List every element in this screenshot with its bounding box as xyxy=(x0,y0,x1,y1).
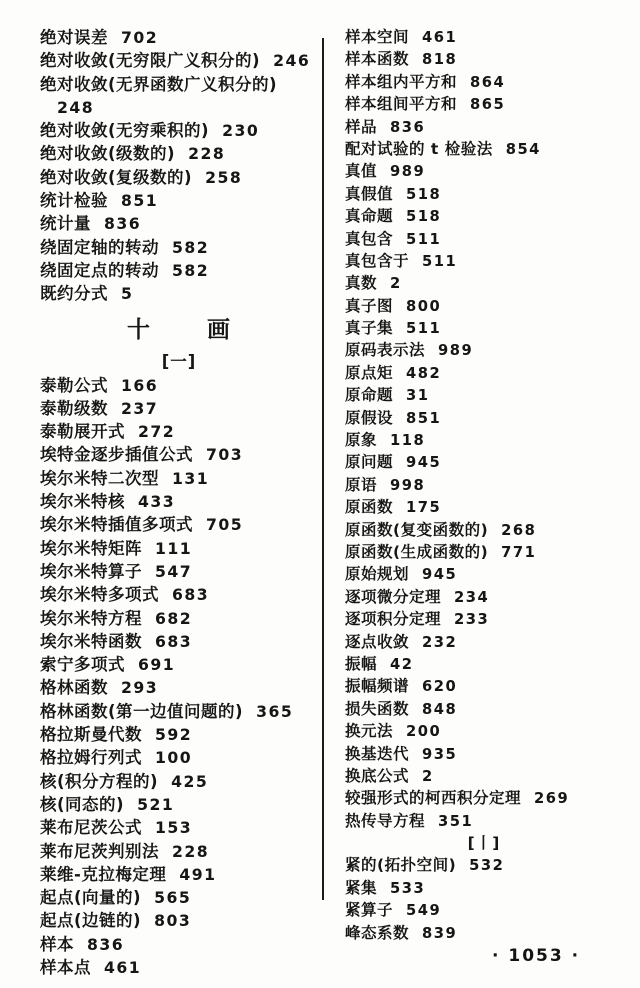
entry-page-number: 42 xyxy=(390,655,414,673)
index-entry xyxy=(40,560,318,583)
index-entry xyxy=(40,863,318,886)
entry-page-number: 166 xyxy=(121,375,159,395)
entry-page-number: 511 xyxy=(406,230,442,248)
index-entry xyxy=(40,933,318,956)
entry-page-number: 547 xyxy=(155,561,193,581)
index-entry xyxy=(345,26,623,48)
entry-term: 绝对收敛(无界函数广义积分的) xyxy=(40,74,278,94)
entry-term: 绝对误差 xyxy=(40,28,108,47)
entry-page-number: 5 xyxy=(121,284,134,304)
radical-subsection-header: [一] xyxy=(161,351,197,371)
index-entry xyxy=(40,816,318,839)
entry-term: 逐项微分定理 xyxy=(345,587,442,606)
index-entry xyxy=(40,840,318,863)
index-entry xyxy=(345,698,623,720)
right-column xyxy=(345,26,623,944)
index-entry xyxy=(345,116,623,138)
index-entry xyxy=(345,496,623,518)
entry-page-number: 818 xyxy=(422,51,458,69)
entry-page-number: 237 xyxy=(121,398,159,418)
entry-term: 紧的(拓扑空间) xyxy=(345,856,457,875)
entry-page-number: 31 xyxy=(406,387,430,405)
entry-term: 泰勒展开式 xyxy=(40,422,125,442)
index-entry xyxy=(345,810,623,832)
entry-page-number: 836 xyxy=(87,934,125,954)
entry-term: 格林函数(第一边值问题的) xyxy=(40,701,244,721)
index-entry xyxy=(345,631,623,653)
index-entry xyxy=(345,586,623,608)
entry-page-number: 2 xyxy=(422,767,434,785)
entry-page-number: 521 xyxy=(137,794,175,814)
index-entry xyxy=(345,339,623,361)
entry-page-number: 491 xyxy=(179,864,217,884)
entry-page-number: 945 xyxy=(406,454,442,472)
entry-page-number: 228 xyxy=(172,841,210,861)
entry-term: 样本组间平方和 xyxy=(345,95,458,114)
entry-page-number: 232 xyxy=(422,633,458,651)
entry-page-number: 533 xyxy=(390,879,426,897)
entry-page-number: 935 xyxy=(422,745,458,763)
entry-term: 埃尔米特多项式 xyxy=(40,585,159,605)
index-entry xyxy=(345,250,623,272)
index-entry xyxy=(345,429,623,451)
entry-term: 原点矩 xyxy=(345,363,394,382)
section-header-char: 画 xyxy=(207,317,231,344)
entry-term: 绝对收敛(无穷乘积的) xyxy=(40,121,210,141)
entry-page-number: 865 xyxy=(470,96,506,114)
entry-page-number: 272 xyxy=(138,422,176,442)
index-entry xyxy=(40,490,318,513)
index-entry xyxy=(40,282,318,305)
entry-term: 埃尔米特方程 xyxy=(40,608,142,628)
entry-page-number: 854 xyxy=(505,140,541,158)
index-entry xyxy=(345,407,623,429)
entry-term: 埃尔米特插值多项式 xyxy=(40,515,193,535)
index-entry xyxy=(40,513,318,536)
index-entry xyxy=(345,93,623,115)
entry-page-number: 461 xyxy=(104,957,142,977)
entry-term: 较强形式的柯西积分定理 xyxy=(345,789,522,808)
entry-term: 逐项积分定理 xyxy=(345,610,442,629)
index-entry xyxy=(345,720,623,742)
entry-term: 格拉姆行列式 xyxy=(40,748,142,768)
index-entry xyxy=(40,259,318,282)
entry-term: 原函数 xyxy=(345,498,394,517)
entry-term: 泰勒公式 xyxy=(40,375,108,395)
entry-page-number: 682 xyxy=(155,608,193,628)
entry-term: 埃特金逐步插值公式 xyxy=(40,445,193,465)
index-entry xyxy=(40,236,318,259)
entry-term: 莱布尼茨公式 xyxy=(40,818,142,838)
entry-term: 真数 xyxy=(345,274,378,293)
entry-page-number: 433 xyxy=(138,492,176,512)
index-entry xyxy=(345,295,623,317)
index-entry xyxy=(345,765,623,787)
entry-page-number: 565 xyxy=(154,888,192,908)
entry-page-number: 549 xyxy=(406,902,442,920)
entry-term: 原码表示法 xyxy=(345,341,426,360)
index-entry xyxy=(40,96,318,119)
entry-page-number: 702 xyxy=(121,28,159,47)
index-entry xyxy=(40,212,318,235)
index-entry xyxy=(40,537,318,560)
index-entry xyxy=(345,519,623,541)
entry-page-number: 351 xyxy=(438,812,474,830)
entry-term: 泰勒级数 xyxy=(40,398,108,418)
entry-page-number: 836 xyxy=(104,214,142,234)
index-entry xyxy=(40,607,318,630)
index-entry xyxy=(345,183,623,205)
entry-term: 逐点收敛 xyxy=(345,632,410,651)
entry-page-number: 365 xyxy=(256,701,294,721)
entry-term: 核(同态的) xyxy=(40,794,125,814)
entry-page-number: 620 xyxy=(422,678,458,696)
index-entry xyxy=(345,608,623,630)
entry-page-number: 268 xyxy=(501,521,537,539)
entry-term: 格拉斯曼代数 xyxy=(40,725,142,745)
entry-page-number: 691 xyxy=(138,655,176,675)
entry-page-number: 771 xyxy=(501,543,537,561)
entry-page-number: 131 xyxy=(172,468,210,488)
entry-page-number: 989 xyxy=(438,342,474,360)
entry-page-number: 848 xyxy=(422,700,458,718)
column-divider-rule xyxy=(322,38,324,900)
section-header-char: 十 xyxy=(127,317,151,344)
entry-page-number: 175 xyxy=(406,499,442,517)
entry-term: 样本函数 xyxy=(345,50,410,69)
entry-term: 真包含 xyxy=(345,229,394,248)
index-entry xyxy=(345,272,623,294)
index-entry xyxy=(345,451,623,473)
index-entry xyxy=(345,362,623,384)
entry-term: 绕固定点的转动 xyxy=(40,260,159,280)
index-entry xyxy=(345,877,623,899)
entry-term: 样本 xyxy=(40,934,74,954)
entry-term: 原假设 xyxy=(345,408,394,427)
entry-term: 真子集 xyxy=(345,319,394,338)
index-entry xyxy=(40,73,318,96)
index-entry xyxy=(40,142,318,165)
entry-term: 埃尔米特矩阵 xyxy=(40,538,142,558)
entry-term: 紧算子 xyxy=(345,901,394,920)
entry-term: 真假值 xyxy=(345,184,394,203)
entry-page-number: 683 xyxy=(172,585,210,605)
entry-term: 格林函数 xyxy=(40,678,108,698)
entry-term: 振幅频谱 xyxy=(345,677,410,696)
index-entry xyxy=(40,166,318,189)
entry-term: 核(积分方程的) xyxy=(40,771,159,791)
entry-page-number: 293 xyxy=(121,678,159,698)
entry-page-number: 803 xyxy=(154,911,192,931)
entry-page-number: 234 xyxy=(454,588,490,606)
entry-page-number: 230 xyxy=(222,121,260,141)
entry-page-number: 532 xyxy=(469,857,505,875)
entry-term: 原始规划 xyxy=(345,565,410,584)
entry-term: 既约分式 xyxy=(40,284,108,304)
entry-page-number: 153 xyxy=(155,818,193,838)
entry-term: 真子图 xyxy=(345,296,394,315)
index-entry xyxy=(40,909,318,932)
index-entry xyxy=(40,746,318,769)
entry-page-number: 246 xyxy=(273,51,311,71)
index-entry xyxy=(345,787,623,809)
entry-term: 原函数(复变函数的) xyxy=(345,520,489,539)
index-entry xyxy=(345,48,623,70)
index-entry xyxy=(345,854,623,876)
index-entry xyxy=(40,374,318,397)
entry-page-number: 233 xyxy=(454,611,490,629)
index-entry xyxy=(40,700,318,723)
entry-term: 样品 xyxy=(345,117,378,136)
entry-term: 真命题 xyxy=(345,207,394,226)
index-entry xyxy=(40,583,318,606)
entry-term: 真值 xyxy=(345,162,378,181)
entry-term: 样本空间 xyxy=(345,28,410,46)
entry-page-number: 800 xyxy=(406,297,442,315)
entry-page-number: 118 xyxy=(390,432,426,450)
entry-term: 埃尔米特函数 xyxy=(40,631,142,651)
index-entry xyxy=(40,189,318,212)
entry-term: 紧集 xyxy=(345,878,378,897)
entry-page-number: 111 xyxy=(155,538,193,558)
entry-term: 真包含于 xyxy=(345,251,410,270)
entry-page-number: 851 xyxy=(406,409,442,427)
entry-term: 埃尔米特二次型 xyxy=(40,468,159,488)
index-entry xyxy=(40,443,318,466)
index-entry xyxy=(345,474,623,496)
entry-term: 换元法 xyxy=(345,722,394,741)
index-entry xyxy=(345,384,623,406)
entry-page-number: 592 xyxy=(155,725,193,745)
entry-page-number: 482 xyxy=(406,364,442,382)
entry-term: 原象 xyxy=(345,431,378,450)
entry-page-number: 998 xyxy=(390,476,426,494)
index-entry xyxy=(40,676,318,699)
entry-page-number: 836 xyxy=(390,118,426,136)
index-entry xyxy=(345,899,623,921)
entry-page-number: 200 xyxy=(406,723,442,741)
entry-page-number: 269 xyxy=(534,790,570,808)
entry-term: 起点(边链的) xyxy=(40,911,142,931)
index-entry xyxy=(345,922,623,944)
entry-term: 统计量 xyxy=(40,214,91,234)
entry-term: 配对试验的 t 检验法 xyxy=(345,139,493,158)
entry-page-number: 705 xyxy=(206,515,244,535)
entry-page-number: 2 xyxy=(390,275,402,293)
entry-term: 埃尔米特核 xyxy=(40,492,125,512)
index-entry xyxy=(40,770,318,793)
entry-page-number: 683 xyxy=(155,631,193,651)
index-entry xyxy=(40,420,318,443)
entry-term: 热传导方程 xyxy=(345,811,426,830)
index-entry xyxy=(40,49,318,72)
index-entry xyxy=(40,793,318,816)
entry-term: 峰态系数 xyxy=(345,923,410,942)
entry-term: 起点(向量的) xyxy=(40,888,142,908)
entry-page-number: 851 xyxy=(121,191,159,211)
entry-page-number: 258 xyxy=(205,167,243,187)
entry-page-number: 425 xyxy=(171,771,209,791)
entry-term: 样本点 xyxy=(40,957,91,977)
entry-term: 统计检验 xyxy=(40,191,108,211)
entry-term: 原函数(生成函数的) xyxy=(345,542,489,561)
index-entry xyxy=(345,541,623,563)
index-entry xyxy=(40,397,318,420)
radical-subsection-header: [丨] xyxy=(467,834,501,853)
index-entry xyxy=(40,653,318,676)
index-entry xyxy=(345,653,623,675)
entry-term: 绝对收敛(无穷限广义积分的) xyxy=(40,51,261,71)
index-entry xyxy=(40,630,318,653)
index-entry xyxy=(40,723,318,746)
entry-page-number: 945 xyxy=(422,566,458,584)
entry-page-number: 518 xyxy=(406,185,442,203)
entry-page-number: 864 xyxy=(470,73,506,91)
entry-page-number: 582 xyxy=(172,237,210,257)
entry-term: 绝对收敛(复级数的) xyxy=(40,167,193,187)
index-entry xyxy=(345,675,623,697)
index-entry xyxy=(345,228,623,250)
index-entry xyxy=(345,71,623,93)
entry-page-number: 100 xyxy=(155,748,193,768)
entry-page-number: 839 xyxy=(422,924,458,942)
entry-page-number: 703 xyxy=(206,445,244,465)
entry-term: 埃尔米特算子 xyxy=(40,561,142,581)
left-column xyxy=(40,26,318,979)
entry-term: 原命题 xyxy=(345,386,394,405)
entry-page-number: 518 xyxy=(406,208,442,226)
entry-page-number: 511 xyxy=(406,320,442,338)
entry-term: 换底公式 xyxy=(345,766,410,785)
entry-page-number: 989 xyxy=(390,163,426,181)
entry-term: 损失函数 xyxy=(345,699,410,718)
index-entry xyxy=(40,467,318,490)
index-entry xyxy=(345,205,623,227)
index-entry xyxy=(40,956,318,979)
entry-term: 原语 xyxy=(345,475,378,494)
entry-page-number: 582 xyxy=(172,260,210,280)
index-entry xyxy=(40,886,318,909)
entry-page-number: 248 xyxy=(57,97,95,117)
index-entry xyxy=(345,160,623,182)
entry-term: 原问题 xyxy=(345,453,394,472)
index-entry xyxy=(40,119,318,142)
entry-term: 绕固定轴的转动 xyxy=(40,237,159,257)
entry-page-number: 511 xyxy=(422,252,458,270)
entry-term: 莱维-克拉梅定理 xyxy=(40,864,167,884)
entry-term: 绝对收敛(级数的) xyxy=(40,144,176,164)
entry-term: 振幅 xyxy=(345,654,378,673)
entry-term: 索宁多项式 xyxy=(40,655,125,675)
entry-term: 换基迭代 xyxy=(345,744,410,763)
index-entry xyxy=(345,138,623,160)
index-entry xyxy=(345,743,623,765)
stroke-count-section-header xyxy=(40,306,318,350)
index-entry xyxy=(40,26,318,49)
entry-term: 样本组内平方和 xyxy=(345,72,458,91)
entry-page-number: 228 xyxy=(188,144,226,164)
index-entry xyxy=(345,563,623,585)
entry-page-number: 461 xyxy=(422,29,458,46)
entry-term: 莱布尼茨判别法 xyxy=(40,841,159,861)
index-entry xyxy=(345,317,623,339)
page-number: · 1053 · xyxy=(492,946,581,966)
